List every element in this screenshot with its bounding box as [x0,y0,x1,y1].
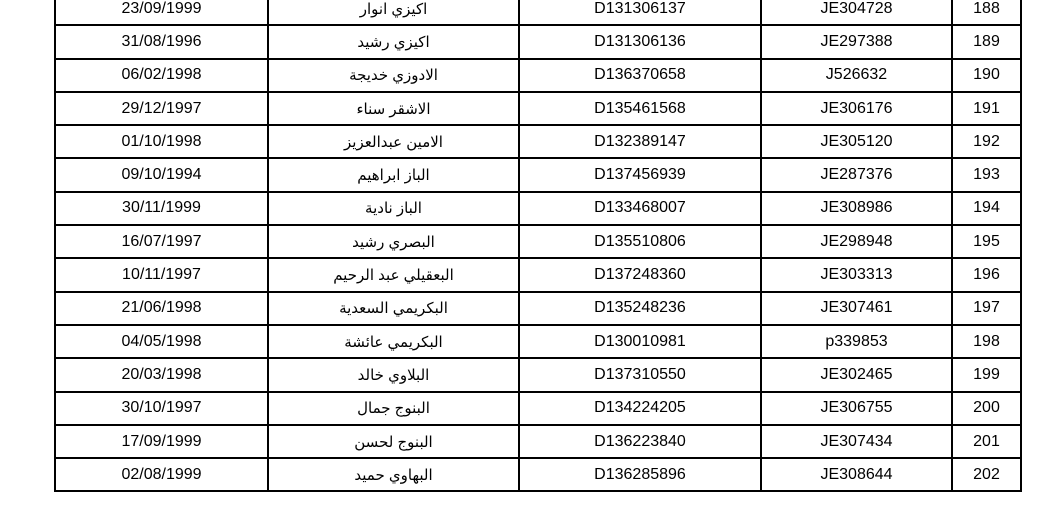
table-row [55,258,1021,291]
table-row [55,59,1021,92]
birth-date-cell: 17/09/1999 [55,425,268,458]
cin-cell: JE308644 [761,458,952,491]
table-row [55,0,1021,25]
table-row [55,425,1021,458]
cne-cell: D137248360 [519,258,761,291]
cne-cell: D136223840 [519,425,761,458]
row-number-cell: 202 [952,458,1021,491]
row-number-cell: 193 [952,158,1021,191]
cin-cell: JE306176 [761,92,952,125]
row-number-cell: 188 [952,0,1021,25]
student-table [54,0,1022,492]
birth-date-cell: 29/12/1997 [55,92,268,125]
cne-cell: D131306136 [519,25,761,58]
table-row [55,25,1021,58]
cne-cell: D135510806 [519,225,761,258]
table-row [55,392,1021,425]
table-row [55,125,1021,158]
student-name-cell: البلاوي خالد [268,358,519,391]
cne-cell: D134224205 [519,392,761,425]
table-row [55,458,1021,491]
student-name-cell: اكيزي انوار [268,0,519,25]
table-row [55,325,1021,358]
birth-date-cell: 20/03/1998 [55,358,268,391]
student-name-cell: الاشقر سناء [268,92,519,125]
birth-date-cell: 21/06/1998 [55,292,268,325]
cin-cell: JE307461 [761,292,952,325]
row-number-cell: 198 [952,325,1021,358]
cin-cell: JE297388 [761,25,952,58]
student-name-cell: الادوزي خديجة [268,59,519,92]
birth-date-cell: 16/07/1997 [55,225,268,258]
table-row [55,292,1021,325]
student-list-sheet [54,0,1020,492]
student-name-cell: اكيزي رشيد [268,25,519,58]
table-row [55,192,1021,225]
birth-date-cell: 02/08/1999 [55,458,268,491]
cin-cell: J526632 [761,59,952,92]
cin-cell: JE308986 [761,192,952,225]
table-row [55,225,1021,258]
student-name-cell: البكريمي السعدية [268,292,519,325]
cne-cell: D137456939 [519,158,761,191]
birth-date-cell: 30/10/1997 [55,392,268,425]
student-name-cell: البكريمي عائشة [268,325,519,358]
row-number-cell: 192 [952,125,1021,158]
student-name-cell: البصري رشيد [268,225,519,258]
birth-date-cell: 09/10/1994 [55,158,268,191]
student-table-body [55,0,1021,491]
cne-cell: D135248236 [519,292,761,325]
cne-cell: D131306137 [519,0,761,25]
row-number-cell: 190 [952,59,1021,92]
birth-date-cell: 04/05/1998 [55,325,268,358]
row-number-cell: 196 [952,258,1021,291]
cin-cell: JE287376 [761,158,952,191]
table-row [55,358,1021,391]
cin-cell: JE306755 [761,392,952,425]
birth-date-cell: 06/02/1998 [55,59,268,92]
cin-cell: JE303313 [761,258,952,291]
cin-cell: JE298948 [761,225,952,258]
cin-cell: JE307434 [761,425,952,458]
student-name-cell: البنوج جمال [268,392,519,425]
cne-cell: D135461568 [519,92,761,125]
row-number-cell: 199 [952,358,1021,391]
birth-date-cell: 01/10/1998 [55,125,268,158]
cne-cell: D130010981 [519,325,761,358]
student-name-cell: الباز نادية [268,192,519,225]
row-number-cell: 191 [952,92,1021,125]
row-number-cell: 195 [952,225,1021,258]
birth-date-cell: 30/11/1999 [55,192,268,225]
table-row [55,158,1021,191]
row-number-cell: 189 [952,25,1021,58]
row-number-cell: 197 [952,292,1021,325]
student-name-cell: الامين عبدالعزيز [268,125,519,158]
cne-cell: D133468007 [519,192,761,225]
birth-date-cell: 23/09/1999 [55,0,268,25]
birth-date-cell: 31/08/1996 [55,25,268,58]
cne-cell: D137310550 [519,358,761,391]
student-name-cell: البنوج لحسن [268,425,519,458]
row-number-cell: 201 [952,425,1021,458]
birth-date-cell: 10/11/1997 [55,258,268,291]
cne-cell: D136370658 [519,59,761,92]
table-row [55,92,1021,125]
cin-cell: JE302465 [761,358,952,391]
student-name-cell: البعقيلي عبد الرحيم [268,258,519,291]
row-number-cell: 200 [952,392,1021,425]
cne-cell: D136285896 [519,458,761,491]
student-name-cell: الباز ابراهيم [268,158,519,191]
cne-cell: D132389147 [519,125,761,158]
student-name-cell: البهاوي حميد [268,458,519,491]
cin-cell: p339853 [761,325,952,358]
cin-cell: JE304728 [761,0,952,25]
cin-cell: JE305120 [761,125,952,158]
row-number-cell: 194 [952,192,1021,225]
